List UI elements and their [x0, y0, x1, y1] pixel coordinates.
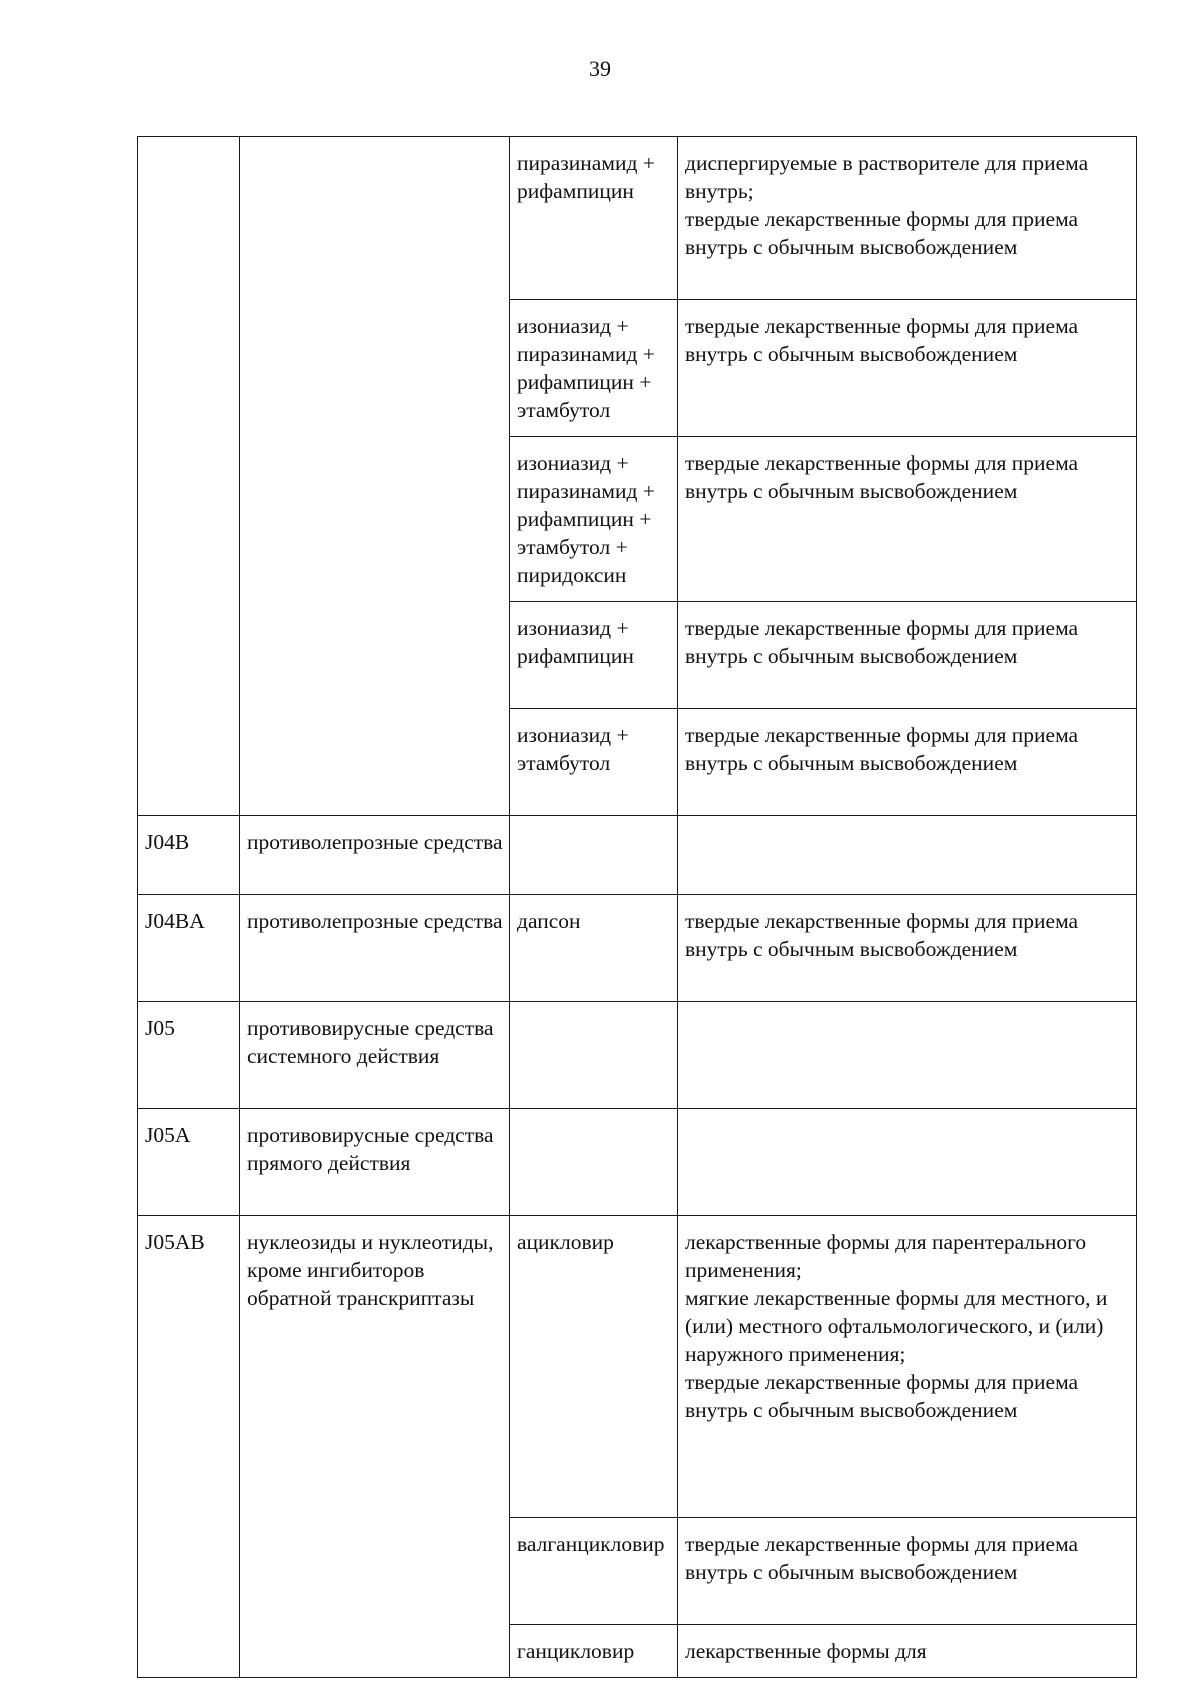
group-name-cell: противовирусные средства системного действия: [240, 1002, 510, 1109]
dosage-form-cell: [678, 895, 1137, 1002]
table-row: [138, 137, 1137, 300]
dosage-form-line: твердые лекарственные формы для приема внутрь с обычным высвобождением: [685, 207, 1079, 259]
page-number: 39: [589, 56, 611, 81]
dosage-form-cell: [678, 1625, 1137, 1678]
dosage-form-cell: [678, 709, 1137, 816]
drug-name-cell: пиразинамид + рифампицин: [510, 137, 678, 300]
dosage-form-line: твердые лекарственные формы для приема внутрь с обычным высвобождением: [685, 451, 1079, 503]
group-name-cell: противолепрозные средства: [240, 816, 510, 895]
table-row: [138, 1109, 1137, 1216]
atc-code-cell: J05: [138, 1002, 240, 1109]
dosage-form-cell: [678, 437, 1137, 602]
drug-name-cell: изониазид + рифампицин: [510, 602, 678, 709]
group-name-cell: противовирусные средства прямого действия: [240, 1109, 510, 1216]
table-row: [138, 816, 1137, 895]
group-name-cell: противолепрозные средства: [240, 895, 510, 1002]
drug-name-cell: валганцикловир: [510, 1518, 678, 1625]
medication-table: [137, 136, 1137, 1678]
dosage-form-line: твердые лекарственные формы для приема внутрь с обычным высвобождением: [685, 1532, 1079, 1584]
dosage-form-line: мягкие лекарственные формы для местного, и (или) местного офтальмологического, и (или) наружного применения;: [685, 1286, 1108, 1366]
dosage-form-line: диспергируемые в растворителе для приема внутрь;: [685, 151, 1089, 203]
dosage-form-cell: [678, 602, 1137, 709]
dosage-form-line: лекарственные формы для: [685, 1639, 927, 1663]
dosage-form-cell: [678, 1002, 1137, 1109]
dosage-form-line: твердые лекарственные формы для приема внутрь с обычным высвобождением: [685, 1370, 1079, 1422]
atc-code-cell: J05AB: [138, 1216, 240, 1678]
atc-code-cell: J05A: [138, 1109, 240, 1216]
drug-name-cell: ганцикловир: [510, 1625, 678, 1678]
drug-name-cell: [510, 816, 678, 895]
atc-code-cell: J04B: [138, 816, 240, 895]
table-row: [138, 1002, 1137, 1109]
drug-name-cell: [510, 1002, 678, 1109]
dosage-form-line: твердые лекарственные формы для приема внутрь с обычным высвобождением: [685, 909, 1079, 961]
dosage-form-cell: [678, 137, 1137, 300]
dosage-form-cell: [678, 300, 1137, 437]
drug-name-cell: [510, 1109, 678, 1216]
drug-name-cell: изониазид + пиразинамид + рифампицин + этамбутол: [510, 300, 678, 437]
drug-name-cell: изониазид + этамбутол: [510, 709, 678, 816]
dosage-form-cell: [678, 1216, 1137, 1518]
group-name-cell: [240, 137, 510, 816]
dosage-form-line: твердые лекарственные формы для приема внутрь с обычным высвобождением: [685, 616, 1079, 668]
table-row: [138, 895, 1137, 1002]
atc-code-cell: [138, 137, 240, 816]
atc-code-cell: J04BA: [138, 895, 240, 1002]
group-name-cell: нуклеозиды и нуклеотиды, кроме ингибиторов обратной транскриптазы: [240, 1216, 510, 1678]
dosage-form-cell: [678, 816, 1137, 895]
drug-name-cell: ацикловир: [510, 1216, 678, 1518]
drug-name-cell: дапсон: [510, 895, 678, 1002]
table-row: [138, 1216, 1137, 1518]
dosage-form-cell: [678, 1518, 1137, 1625]
dosage-form-line: твердые лекарственные формы для приема внутрь с обычным высвобождением: [685, 723, 1079, 775]
dosage-form-cell: [678, 1109, 1137, 1216]
dosage-form-line: лекарственные формы для парентерального применения;: [685, 1230, 1087, 1282]
dosage-form-line: твердые лекарственные формы для приема внутрь с обычным высвобождением: [685, 314, 1079, 366]
drug-name-cell: изониазид + пиразинамид + рифампицин + этамбутол + пиридоксин: [510, 437, 678, 602]
